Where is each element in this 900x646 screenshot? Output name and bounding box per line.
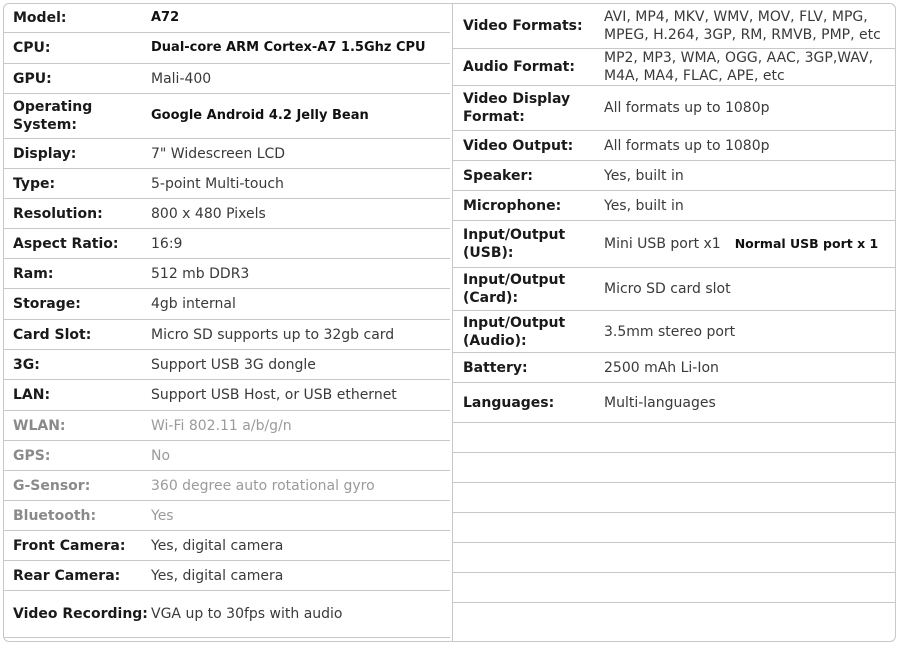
right-spec-row [453,191,896,221]
left-spec-row [4,320,450,350]
spec-value-text: 3.5mm stereo port [604,323,736,340]
spec-value-text: 16:9 [151,235,183,252]
spec-value [151,107,369,125]
spec-value [604,280,889,298]
spec-label: Ram: [13,265,54,282]
spec-label: G-Sensor: [13,477,91,494]
spec-label: GPU: [13,70,52,87]
spec-value [151,235,182,253]
left-spec-row [4,64,450,94]
spec-label: WLAN: [13,417,66,434]
spec-label: Card Slot: [13,326,92,343]
spec-value-text: Yes [151,507,174,524]
right-spec-row [453,221,896,268]
right-spec-row [453,86,896,131]
right-spec-row [453,311,896,353]
spec-label: Input/Output (USB): [463,227,566,261]
spec-value-text: Yes, built in [604,197,684,214]
left-spec-row [4,259,450,289]
right-spec-column [452,4,896,642]
right-spec-row [453,543,896,573]
spec-label: Languages: [463,394,555,411]
left-spec-row [4,229,450,259]
left-spec-row [4,289,450,320]
spec-label: LAN: [13,387,51,403]
left-spec-row [4,4,450,33]
spec-value-text: Dual-core ARM Cortex-A7 1.5Ghz CPU [151,40,426,55]
spec-value-text: 4gb internal [151,296,236,312]
left-spec-row [4,350,450,380]
spec-value-text: Support USB Host, or USB ethernet [151,387,397,403]
left-spec-row [4,411,450,441]
spec-value [604,394,889,412]
spec-label: Input/Output (Card): [463,272,566,306]
spec-value [151,326,394,344]
spec-label: Type: [13,175,56,192]
spec-value [604,197,889,215]
spec-label: Video Display Format: [463,91,571,125]
left-spec-row [4,169,450,199]
right-spec-row [453,353,896,383]
spec-label: Battery: [463,359,528,376]
spec-label: CPU: [13,40,51,56]
spec-label: Video Recording: [13,606,148,622]
spec-label: Bluetooth: [13,507,97,524]
spec-label: Audio Format: [463,59,575,75]
right-spec-row [453,161,896,191]
spec-value-text: No [151,447,171,464]
spec-value-text: Yes, built in [604,167,684,184]
spec-value [151,145,285,163]
spec-label: Rear Camera: [13,567,121,584]
spec-table [3,3,896,642]
spec-value-text: Google Android 4.2 Jelly Bean [151,108,369,123]
spec-label: Model: [13,10,67,26]
spec-label: Video Output: [463,137,574,154]
spec-value [604,137,889,155]
left-spec-row [4,380,450,411]
spec-value [604,359,889,377]
spec-value [151,417,292,435]
spec-label: Storage: [13,296,81,312]
spec-value [151,386,397,404]
right-spec-row [453,49,896,86]
left-spec-row [4,501,450,531]
right-spec-row [453,4,896,49]
left-spec-row [4,94,450,139]
spec-value-text: MP2, MP3, WMA, OGG, AAC, 3GP,WAV, M4A, MA4, FLAC, APE, etc [604,50,874,84]
spec-value [604,99,889,117]
spec-value [604,167,889,185]
left-spec-row [4,531,450,561]
spec-label: Operating System: [13,99,93,133]
spec-value-text: 5-point Multi-touch [151,175,284,192]
spec-value [151,567,283,585]
left-spec-row [4,561,450,591]
spec-value [151,265,249,283]
spec-value-text: 2500 mAh Li-Ion [604,359,719,376]
spec-label: Input/Output (Audio): [463,314,566,349]
spec-value-text: 512 mb DDR3 [151,265,250,282]
left-spec-row [4,139,450,169]
spec-value-text: Multi-languages [604,394,716,411]
right-spec-row [453,573,896,603]
spec-value [151,9,179,27]
spec-value-text: AVI, MP4, MKV, WMV, MOV, FLV, MPG, MPEG, H.264, 3GP, RM, RMVB, PMP, etc [604,9,881,43]
left-spec-row [4,33,450,64]
left-spec-row [4,199,450,229]
right-spec-row [453,483,896,513]
spec-label: Resolution: [13,205,103,222]
right-spec-row [453,423,896,453]
spec-value [151,205,266,223]
spec-value-text: Yes, digital camera [151,567,284,584]
spec-value [604,8,889,44]
spec-label: GPS: [13,447,51,464]
right-spec-row [453,383,896,423]
spec-value-extra: Normal USB port x 1 [734,236,879,251]
spec-value-text: 800 x 480 Pixels [151,205,266,222]
spec-value-text: All formats up to 1080p [604,137,770,154]
right-spec-row [453,453,896,483]
spec-value-text: Wi-Fi 802.11 a/b/g/n [151,417,292,434]
spec-value [151,447,170,465]
spec-value [151,295,236,313]
left-spec-row [4,471,450,501]
spec-value-text: Yes, digital camera [151,537,284,554]
spec-value-text: 7" Widescreen LCD [151,145,286,162]
spec-value [604,235,889,253]
spec-value [151,605,343,623]
spec-value [151,356,316,374]
spec-value [151,70,211,88]
spec-label: Aspect Ratio: [13,235,119,252]
spec-value-text: Micro SD card slot [604,281,731,297]
spec-value [151,537,283,555]
spec-value-text: All formats up to 1080p [604,100,770,116]
spec-label: 3G: [13,356,40,373]
spec-value [151,477,375,495]
spec-value-text: A72 [151,10,180,25]
spec-value [604,323,889,341]
spec-label: Microphone: [463,197,562,214]
right-spec-row [453,131,896,161]
spec-value [151,39,426,57]
spec-label: Display: [13,145,77,162]
right-spec-row [453,513,896,543]
spec-value [604,49,889,85]
spec-label: Video Formats: [463,18,583,34]
spec-label: Front Camera: [13,537,126,554]
right-spec-row [453,268,896,311]
spec-value [151,507,174,525]
spec-value-text: Mali-400 [151,70,212,87]
spec-value-text: Mini USB port x1 [604,236,721,252]
spec-value-text: VGA up to 30fps with audio [151,606,343,622]
spec-value-text: 360 degree auto rotational gyro [151,477,375,494]
left-spec-row [4,441,450,471]
spec-label: Speaker: [463,167,533,184]
spec-value-text: Support USB 3G dongle [151,356,316,373]
left-spec-row [4,591,450,638]
spec-value-text: Micro SD supports up to 32gb card [151,326,395,343]
spec-value [151,175,284,193]
